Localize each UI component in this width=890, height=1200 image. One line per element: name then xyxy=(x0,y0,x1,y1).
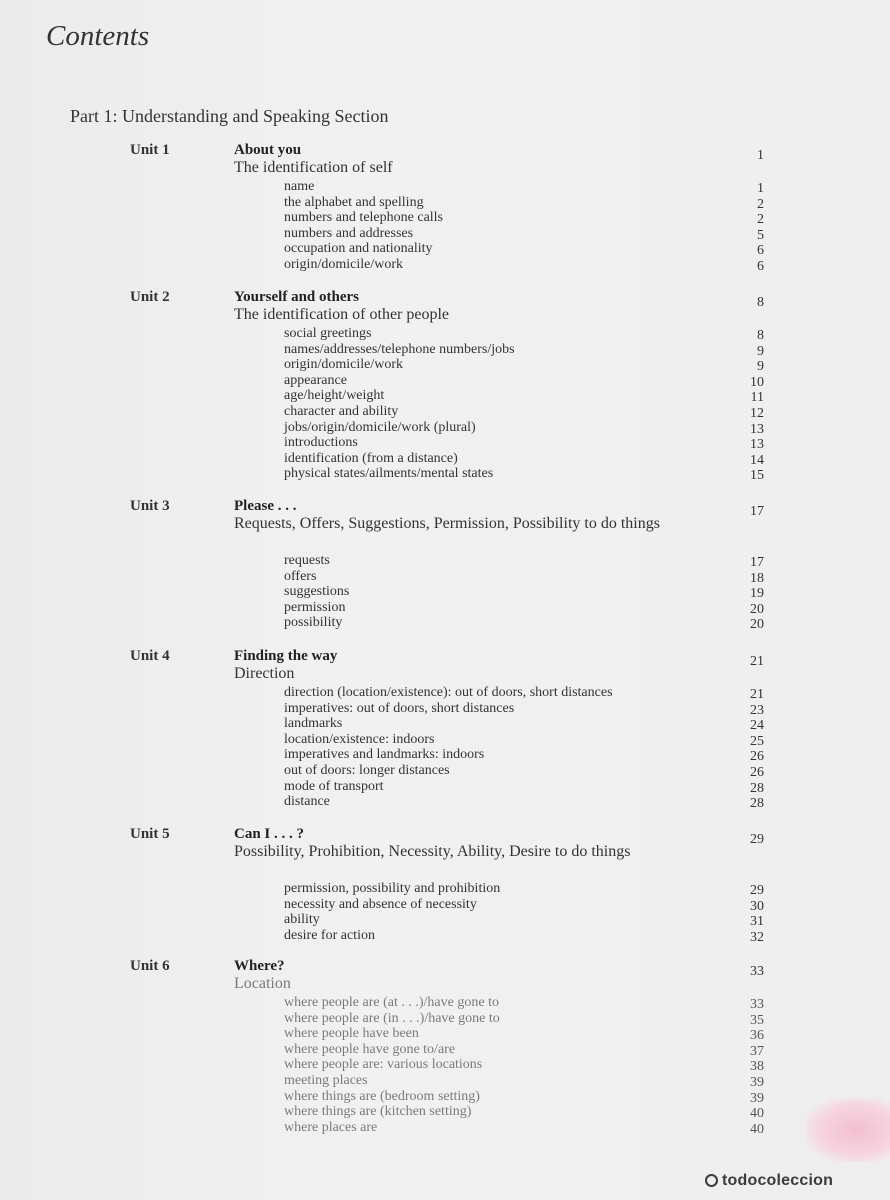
unit-page-number: 21 xyxy=(750,654,764,669)
unit-subtitle: Location xyxy=(234,975,291,992)
topic-page-number: 40 xyxy=(750,1106,764,1122)
unit-label: Unit 2 xyxy=(130,289,170,305)
topic-entry: out of doors: longer distances xyxy=(284,763,450,778)
topic-entry: location/existence: indoors xyxy=(284,731,435,747)
topic-entry: social greetings xyxy=(284,326,372,341)
topic-entry: name xyxy=(284,179,315,194)
topic-page-number: 28 xyxy=(750,780,764,796)
topic-page-number: 19 xyxy=(750,586,764,602)
topic-entry: numbers and telephone calls xyxy=(284,210,444,226)
unit-subtitle: The identification of other people xyxy=(234,306,450,323)
topic-entry: introductions xyxy=(284,435,358,451)
unit-subtitle: The identification of self xyxy=(234,159,393,176)
topic-page-number: 2 xyxy=(757,212,764,228)
topic-page-number: 38 xyxy=(750,1059,764,1075)
unit-page-number: 29 xyxy=(750,832,764,847)
unit-title: Can I . . . ? xyxy=(234,826,305,842)
topic-page-number: 13 xyxy=(750,437,764,453)
topic-page-number: 26 xyxy=(750,765,764,780)
topic-entry: direction (location/existence): out of doors, short distances xyxy=(284,685,613,700)
topic-page-number: 40 xyxy=(750,1121,764,1137)
topic-page-number: 23 xyxy=(750,702,764,718)
topic-page-number: 12 xyxy=(750,406,764,421)
unit-label: Unit 3 xyxy=(130,498,170,514)
unit-subtitle: Direction xyxy=(234,665,295,682)
unit-subtitle: Possibility, Prohibition, Necessity, Ability, Desire to do things xyxy=(234,843,631,860)
topic-page-number: 28 xyxy=(750,796,764,812)
topic-page-number: 29 xyxy=(750,883,764,898)
topic-entry: the alphabet and spelling xyxy=(284,194,424,210)
unit-title: Please . . . xyxy=(234,498,297,514)
topic-page-number: 15 xyxy=(750,468,764,484)
topic-page-number: 18 xyxy=(750,570,764,586)
topic-page-number: 20 xyxy=(750,601,764,617)
topic-page-number: 14 xyxy=(750,452,764,468)
topic-page-number: 39 xyxy=(750,1075,764,1090)
topic-entry: jobs/origin/domicile/work (plural) xyxy=(284,419,476,435)
topic-entry: identification (from a distance) xyxy=(284,450,458,466)
topic-page-number: 35 xyxy=(750,1012,764,1028)
part-heading: Part 1: Understanding and Speaking Section xyxy=(70,106,389,126)
topic-entry: ability xyxy=(284,912,320,928)
topic-page-number: 24 xyxy=(750,718,764,734)
topic-page-number: 11 xyxy=(750,390,764,406)
unit-subtitle: Requests, Offers, Suggestions, Permission, Possibility to do things xyxy=(234,515,660,532)
topic-page-number: 39 xyxy=(750,1090,764,1106)
topic-page-number: 6 xyxy=(757,243,764,259)
topic-entry: occupation and nationality xyxy=(284,241,433,257)
page-stain xyxy=(806,1098,890,1162)
topic-entry: character and ability xyxy=(284,404,399,419)
topic-page-number: 9 xyxy=(757,343,764,359)
topic-entry: where people are: various locations xyxy=(284,1057,483,1073)
topic-page-number: 17 xyxy=(750,555,764,570)
topic-entry: names/addresses/telephone numbers/jobs xyxy=(284,341,515,357)
topic-entry: requests xyxy=(284,553,330,568)
unit-page-number: 1 xyxy=(757,148,764,163)
topic-page-number: 31 xyxy=(750,914,764,930)
topic-page-number: 10 xyxy=(750,374,764,390)
unit-page-number: 8 xyxy=(757,295,764,310)
topic-entry: permission, possibility and prohibition xyxy=(284,881,501,896)
topic-entry: where places are xyxy=(284,1119,378,1135)
topic-page-number: 9 xyxy=(757,359,764,375)
unit-label: Unit 5 xyxy=(130,826,170,842)
topic-entry: meeting places xyxy=(284,1073,368,1088)
topic-entry: possibility xyxy=(284,615,343,631)
unit-page-number: 33 xyxy=(750,964,764,979)
topic-page-number: 32 xyxy=(750,929,764,945)
unit-page-number: 17 xyxy=(750,504,764,519)
topic-entry: where people have gone to/are xyxy=(284,1041,456,1057)
topic-entry: age/height/weight xyxy=(284,388,385,404)
unit-title: Where? xyxy=(234,958,285,974)
unit-label: Unit 1 xyxy=(130,142,170,158)
topic-entry: permission xyxy=(284,599,346,615)
topic-entry: mode of transport xyxy=(284,778,384,794)
topic-page-number: 25 xyxy=(750,733,764,749)
topic-entry: physical states/ailments/mental states xyxy=(284,466,494,482)
topic-page-number: 13 xyxy=(750,421,764,437)
topic-entry: desire for action xyxy=(284,927,375,943)
unit-label: Unit 6 xyxy=(130,958,170,974)
topic-entry: origin/domicile/work xyxy=(284,257,403,272)
topic-page-number: 6 xyxy=(757,259,764,274)
watermark xyxy=(705,1172,833,1190)
topic-entry: where people have been xyxy=(284,1026,419,1042)
topic-entry: necessity and absence of necessity xyxy=(284,896,477,912)
topic-entry: where people are (at . . .)/have gone to xyxy=(284,995,499,1010)
unit-title: About you xyxy=(234,142,302,158)
topic-entry: numbers and addresses xyxy=(284,225,414,241)
topic-entry: where things are (kitchen setting) xyxy=(284,1104,472,1120)
topic-page-number: 1 xyxy=(757,181,764,196)
topic-page-number: 26 xyxy=(750,749,764,765)
topic-entry: imperatives: out of doors, short distances xyxy=(284,700,515,716)
topic-entry: suggestions xyxy=(284,584,350,600)
topic-page-number: 8 xyxy=(757,328,764,343)
topic-entry: imperatives and landmarks: indoors xyxy=(284,747,485,763)
topic-entry: where things are (bedroom setting) xyxy=(284,1088,480,1104)
watermark-logo-icon xyxy=(705,1174,718,1187)
topic-page-number: 33 xyxy=(750,997,764,1012)
topic-page-number: 2 xyxy=(757,196,764,212)
topic-page-number: 36 xyxy=(750,1028,764,1044)
topic-page-number: 20 xyxy=(750,617,764,633)
watermark-text: todocoleccion xyxy=(722,1172,834,1189)
topic-page-number: 37 xyxy=(750,1043,764,1059)
topic-entry: landmarks xyxy=(284,716,343,732)
unit-title: Finding the way xyxy=(234,648,338,664)
topic-entry: offers xyxy=(284,568,317,584)
topic-page-number: 5 xyxy=(757,227,764,243)
unit-label: Unit 4 xyxy=(130,648,170,664)
topic-entry: origin/domicile/work xyxy=(284,357,403,373)
topic-entry: distance xyxy=(284,794,330,810)
topic-page-number: 21 xyxy=(750,687,764,702)
topic-entry: where people are (in . . .)/have gone to xyxy=(284,1010,500,1026)
topic-page-number: 30 xyxy=(750,898,764,914)
unit-title: Yourself and others xyxy=(234,289,360,305)
topic-entry: appearance xyxy=(284,372,347,388)
page-title: Contents xyxy=(46,20,150,52)
